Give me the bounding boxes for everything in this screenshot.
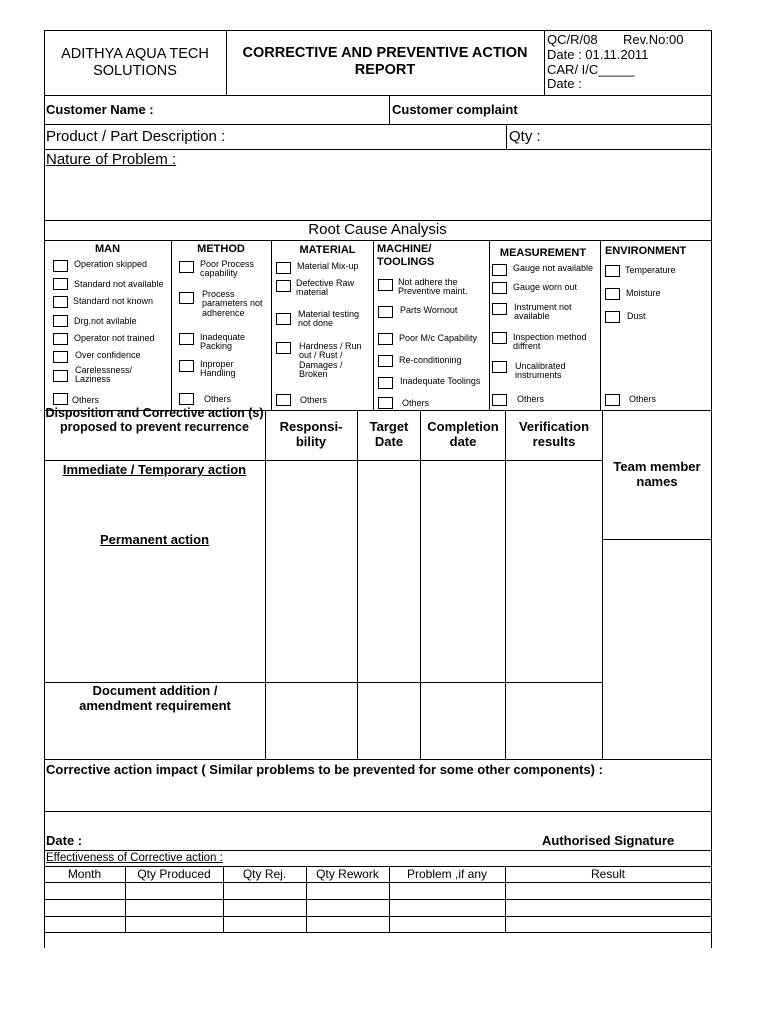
checkbox-parts-wornout[interactable]	[378, 306, 393, 318]
checkbox-hardness-damage[interactable]	[276, 342, 291, 354]
footer-date-label: Date :	[46, 833, 83, 848]
month-column-header: Month	[67, 867, 102, 881]
checkbox-improper-handling[interactable]	[179, 360, 194, 372]
document-addition-label: Document addition / amendment requirement	[79, 683, 231, 713]
doc-date: Date : 01.11.2011	[547, 47, 649, 62]
qty-label: Qty :	[509, 128, 541, 145]
checkbox-inadequate-toolings[interactable]	[378, 377, 393, 389]
checkbox-drg-not-available[interactable]	[53, 315, 68, 327]
checkbox-temperature[interactable]	[605, 265, 620, 277]
checkbox-dust[interactable]	[605, 311, 620, 323]
company-name: ADITHYA AQUA TECH SOLUTIONS	[61, 46, 209, 80]
checkbox-standard-not-available[interactable]	[53, 278, 68, 290]
checkbox-inspection-method[interactable]	[492, 332, 507, 344]
checkbox-operator-not-trained[interactable]	[53, 333, 68, 345]
material-title: MATERIAL	[299, 244, 356, 256]
problem-column-header: Problem ,if any	[406, 867, 488, 881]
immediate-action-label: Immediate / Temporary action	[62, 462, 247, 477]
checkbox-machine-others[interactable]	[378, 397, 393, 409]
car-date: Date :	[547, 76, 582, 91]
environment-title: ENVIRONMENT	[605, 245, 687, 257]
authorised-signature-label: Authorised Signature	[542, 833, 675, 848]
checkbox-moisture[interactable]	[605, 288, 620, 300]
checkbox-material-testing[interactable]	[276, 313, 291, 325]
completion-date-column-header: Completion date	[427, 419, 499, 449]
permanent-action-label: Permanent action	[99, 532, 210, 547]
measurement-title: MEASUREMENT	[499, 247, 587, 259]
method-title: METHOD	[197, 243, 245, 255]
checkbox-reconditioning[interactable]	[378, 355, 393, 367]
checkbox-environment-others[interactable]	[605, 394, 620, 406]
report-title: CORRECTIVE AND PREVENTIVE ACTION REPORT	[242, 45, 528, 79]
checkbox-gauge-worn-out[interactable]	[492, 282, 507, 294]
checkbox-standard-not-known[interactable]	[53, 296, 68, 308]
product-description-label: Product / Part Description :	[46, 128, 226, 145]
checkbox-measurement-others[interactable]	[492, 394, 507, 406]
verification-column-header: Verification results	[518, 419, 590, 449]
checkbox-poor-process-capability[interactable]	[179, 261, 194, 273]
checkbox-inadequate-packing[interactable]	[179, 333, 194, 345]
effectiveness-label: Effectiveness of Corrective action :	[46, 852, 223, 864]
checkbox-gauge-not-available[interactable]	[492, 264, 507, 276]
checkbox-instrument-not-available[interactable]	[492, 303, 507, 315]
team-member-names-header: Team member names	[613, 459, 701, 489]
checkbox-poor-mc-capability[interactable]	[378, 333, 393, 345]
qty-produced-column-header: Qty Produced	[137, 867, 211, 881]
root-cause-title: Root Cause Analysis	[308, 221, 447, 238]
man-title: MAN	[94, 243, 121, 255]
machine-title: MACHINE/ TOOLINGS	[377, 243, 435, 269]
nature-of-problem-label: Nature of Problem :	[46, 151, 177, 168]
checkbox-defective-raw-material[interactable]	[276, 280, 291, 292]
doc-number: QC/R/08	[547, 32, 598, 47]
corrective-action-impact-label: Corrective action impact ( Similar problems to be prevented for some other components) :	[46, 762, 603, 777]
disposition-column-header: Disposition and Corrective action (s) proposed to prevent recurrence	[45, 406, 264, 435]
checkbox-process-parameters[interactable]	[179, 292, 194, 304]
checkbox-over-confidence[interactable]	[53, 351, 68, 363]
qty-rejected-column-header: Qty Rej.	[242, 867, 287, 881]
car-number: CAR/ I/C_____	[547, 62, 635, 77]
checkbox-preventive-maint[interactable]	[378, 279, 393, 291]
customer-complaint-label: Customer complaint	[392, 102, 518, 117]
qty-rework-column-header: Qty Rework	[316, 867, 379, 881]
revision-number: Rev.No:00	[623, 32, 684, 47]
result-column-header: Result	[590, 867, 625, 881]
checkbox-man-others[interactable]	[53, 393, 68, 405]
checkbox-operation-skipped[interactable]	[53, 260, 68, 272]
checkbox-method-others[interactable]	[179, 393, 194, 405]
checkbox-material-mixup[interactable]	[276, 262, 291, 274]
checkbox-carelessness[interactable]	[53, 370, 68, 382]
target-date-column-header: Target Date	[369, 419, 409, 449]
customer-name-label: Customer Name :	[46, 102, 154, 117]
checkbox-material-others[interactable]	[276, 394, 291, 406]
border-top	[44, 30, 711, 31]
border-right	[711, 30, 712, 948]
responsibility-column-header: Responsi- bility	[279, 419, 343, 449]
checkbox-uncalibrated-instruments[interactable]	[492, 361, 507, 373]
